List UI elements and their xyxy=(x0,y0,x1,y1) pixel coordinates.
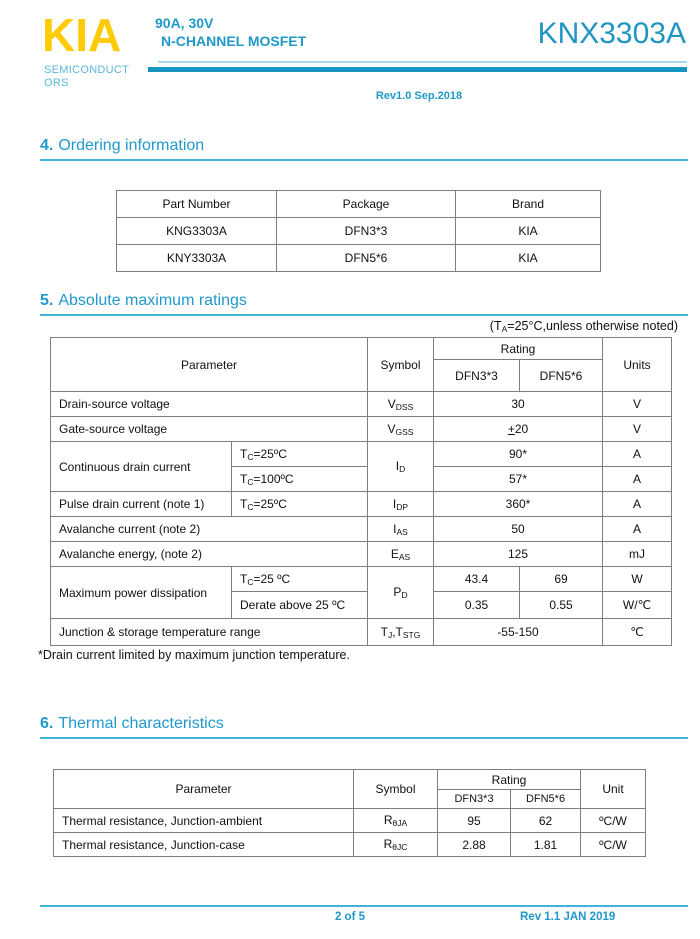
value-text: 20 xyxy=(514,422,529,436)
footer-rule xyxy=(40,905,688,907)
symbol-base: R xyxy=(383,837,393,851)
value-cell: -55-150 xyxy=(434,619,603,646)
device-summary xyxy=(155,14,306,50)
condition-base: T xyxy=(240,496,248,511)
symbol-subscript: J xyxy=(387,629,393,640)
condition-text: =25ºC xyxy=(253,446,287,461)
param-cell: Junction & storage temperature range xyxy=(51,619,368,646)
param-cell: Thermal resistance, Junction-ambient xyxy=(54,809,354,833)
condition-text: =100ºC xyxy=(253,471,294,486)
section-heading-ordering xyxy=(40,137,688,161)
unit-cell: V xyxy=(603,392,672,417)
unit-cell: ℃ xyxy=(603,619,672,646)
condition-cell xyxy=(232,567,368,592)
header-package-dfn56: DFN5*6 xyxy=(511,790,581,809)
condition-base: T xyxy=(240,571,248,586)
header-package-dfn33: DFN3*3 xyxy=(438,790,511,809)
unit-cell: W/℃ xyxy=(603,592,672,619)
condition-subscript: C xyxy=(247,576,254,587)
table-header-row xyxy=(54,770,646,790)
condition-base: T xyxy=(240,471,248,486)
symbol-base: V xyxy=(387,396,396,411)
table-row xyxy=(51,517,672,542)
table-row xyxy=(51,417,672,442)
symbol-base: I xyxy=(395,459,400,473)
device-type-line: N-CHANNEL MOSFET xyxy=(161,33,307,50)
unit-cell: A xyxy=(603,467,672,492)
value-cell: 43.4 xyxy=(434,567,520,592)
section-heading-thermal xyxy=(40,715,688,739)
value-cell: 0.35 xyxy=(434,592,520,619)
symbol-subscript: DP xyxy=(396,501,409,512)
header-symbol: Symbol xyxy=(354,770,438,809)
value-cell: 360* xyxy=(434,492,603,517)
condition-cell xyxy=(232,492,368,517)
condition-cell xyxy=(232,442,368,467)
symbol-subscript: θJA xyxy=(392,818,408,828)
part-number-title: KNX3303A xyxy=(537,17,686,50)
symbol-base: I xyxy=(392,496,397,511)
unit-cell: V xyxy=(603,417,672,442)
section-heading-abs-max xyxy=(40,292,688,316)
part-number-cell: KNY3303A xyxy=(117,245,277,272)
param-cell: Maximum power dissipation xyxy=(51,567,232,619)
condition-subscript: C xyxy=(247,501,254,512)
value-cell: 30 xyxy=(434,392,603,417)
section-title: Ordering information xyxy=(58,137,205,154)
symbol-cell xyxy=(354,809,438,833)
brand-cell: KIA xyxy=(456,218,601,245)
condition-cell xyxy=(232,467,368,492)
header-parameter: Parameter xyxy=(54,770,354,809)
symbol-cell xyxy=(368,619,434,646)
condition-cell: Derate above 25 ºC xyxy=(232,592,368,619)
absolute-maximum-ratings-table xyxy=(50,337,672,646)
table-row xyxy=(51,392,672,417)
param-cell: Drain-source voltage xyxy=(51,392,368,417)
unit-cell: mJ xyxy=(603,542,672,567)
header-package-dfn56: DFN5*6 xyxy=(520,360,603,392)
param-cell: Avalanche current (note 2) xyxy=(51,517,368,542)
part-number-cell: KNG3303A xyxy=(117,218,277,245)
header-rule-thin xyxy=(158,61,687,63)
header-rating: Rating xyxy=(434,338,603,360)
symbol-cell xyxy=(368,542,434,567)
table-row xyxy=(51,492,672,517)
table-header-row xyxy=(51,338,672,360)
symbol-subscript: AS xyxy=(398,551,411,562)
param-cell: Pulse drain current (note 1) xyxy=(51,492,232,517)
section-title: Absolute maximum ratings xyxy=(58,292,247,309)
symbol-subscript: STG xyxy=(402,629,421,640)
value-cell: 95 xyxy=(438,809,511,833)
symbol-cell xyxy=(354,833,438,857)
table-row xyxy=(54,809,646,833)
param-cell: Thermal resistance, Junction-case xyxy=(54,833,354,857)
section-title: Thermal characteristics xyxy=(58,715,224,732)
param-cell: Gate-source voltage xyxy=(51,417,368,442)
package-cell: DFN5*6 xyxy=(277,245,456,272)
table-header-row xyxy=(117,191,601,218)
condition-text: =25 ºC xyxy=(253,571,291,586)
symbol-cell xyxy=(368,567,434,619)
note-subscript: A xyxy=(501,324,508,334)
table-row xyxy=(51,567,672,592)
param-cell: Avalanche energy, (note 2) xyxy=(51,542,368,567)
header-revision: Rev1.0 Sep.2018 xyxy=(375,90,463,102)
value-cell: 1.81 xyxy=(511,833,581,857)
unit-cell: A xyxy=(603,442,672,467)
unit-cell: W xyxy=(603,567,672,592)
brand-cell: KIA xyxy=(456,245,601,272)
symbol-mid: ,T xyxy=(392,624,403,639)
value-cell: 57* xyxy=(434,467,603,492)
symbol-cell xyxy=(368,442,434,492)
symbol-base: P xyxy=(393,585,402,599)
symbol-base: E xyxy=(390,546,399,561)
table-row xyxy=(54,833,646,857)
unit-cell: A xyxy=(603,492,672,517)
package-cell: DFN3*3 xyxy=(277,218,456,245)
ordering-header-package: Package xyxy=(277,191,456,218)
symbol-subscript: D xyxy=(399,464,406,474)
header-units: Units xyxy=(603,338,672,392)
note-text: (T xyxy=(489,319,502,333)
unit-cell: ºC/W xyxy=(581,833,646,857)
symbol-subscript: DSS xyxy=(395,401,414,412)
plus-minus-sign: + xyxy=(507,422,515,436)
value-cell: 62 xyxy=(511,809,581,833)
unit-cell: A xyxy=(603,517,672,542)
value-cell: 90* xyxy=(434,442,603,467)
section-number: 4. xyxy=(40,137,54,154)
symbol-subscript: AS xyxy=(396,526,408,537)
value-cell xyxy=(434,417,603,442)
symbol-cell xyxy=(368,417,434,442)
condition-subscript: C xyxy=(247,476,254,487)
kia-logo: KIA xyxy=(42,9,122,61)
symbol-cell xyxy=(368,492,434,517)
symbol-base: R xyxy=(383,813,393,827)
table-row xyxy=(117,218,601,245)
section-number: 5. xyxy=(40,292,54,309)
ordering-header-part-number: Part Number xyxy=(117,191,277,218)
header-parameter: Parameter xyxy=(51,338,368,392)
param-cell: Continuous drain current xyxy=(51,442,232,492)
symbol-cell xyxy=(368,392,434,417)
condition-text: =25ºC xyxy=(253,496,287,511)
symbol-subscript: GSS xyxy=(395,426,414,437)
footer-revision: Rev 1.1 JAN 2019 xyxy=(520,911,616,923)
symbol-subscript: θJC xyxy=(392,842,408,852)
symbol-cell xyxy=(368,517,434,542)
value-cell: 0.55 xyxy=(520,592,603,619)
table-row xyxy=(51,619,672,646)
header-rating: Rating xyxy=(438,770,581,790)
value-cell: 125 xyxy=(434,542,603,567)
conditions-note xyxy=(490,319,678,334)
ordering-table xyxy=(116,190,601,272)
thermal-characteristics-table xyxy=(53,769,646,857)
page-number: 2 of 5 xyxy=(334,911,366,923)
table-row xyxy=(51,442,672,467)
header-symbol: Symbol xyxy=(368,338,434,392)
symbol-base: T xyxy=(380,624,388,639)
condition-base: T xyxy=(240,446,248,461)
drain-current-footnote: *Drain current limited by maximum junction temperature. xyxy=(38,648,350,662)
device-rating-line: 90A, 30V xyxy=(155,15,214,31)
table-row xyxy=(117,245,601,272)
ordering-header-brand: Brand xyxy=(456,191,601,218)
value-cell: 50 xyxy=(434,517,603,542)
section-number: 6. xyxy=(40,715,54,732)
kia-logo-subtext: SEMICONDUCTORS xyxy=(44,64,130,89)
header-unit: Unit xyxy=(581,770,646,809)
symbol-subscript: D xyxy=(401,590,408,600)
condition-subscript: C xyxy=(247,451,254,462)
unit-cell: ºC/W xyxy=(581,809,646,833)
value-cell: 2.88 xyxy=(438,833,511,857)
table-row xyxy=(51,542,672,567)
note-text: =25°C,unless otherwise noted) xyxy=(507,319,678,333)
value-cell: 69 xyxy=(520,567,603,592)
symbol-base: V xyxy=(387,421,396,436)
header-package-dfn33: DFN3*3 xyxy=(434,360,520,392)
header-rule-thick xyxy=(148,67,687,72)
symbol-base: I xyxy=(393,521,397,536)
